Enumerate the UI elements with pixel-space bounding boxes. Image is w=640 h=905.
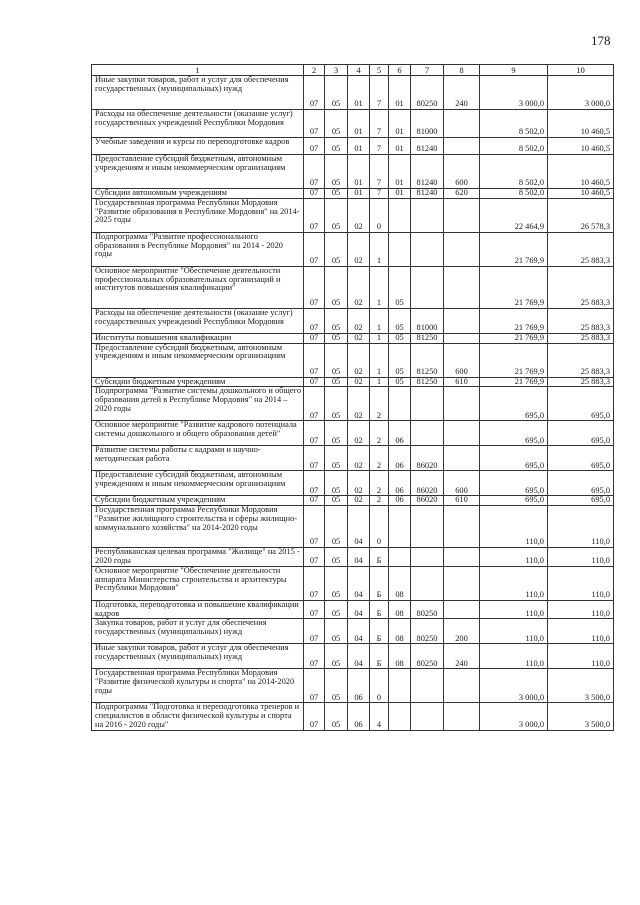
subprogram-cell: 01 bbox=[389, 76, 411, 110]
program-cell: 7 bbox=[370, 110, 389, 138]
amount-2-cell: 10 460,5 bbox=[548, 155, 614, 189]
table-row bbox=[92, 471, 614, 496]
program-cell: Б bbox=[370, 619, 389, 644]
page-number: 178 bbox=[591, 33, 611, 48]
gov-code-cell: 07 bbox=[304, 506, 325, 548]
subsection-cell: 02 bbox=[348, 198, 370, 232]
subprogram-cell: 06 bbox=[389, 421, 411, 446]
expense-code-cell bbox=[411, 548, 444, 567]
subprogram-cell: 05 bbox=[389, 266, 411, 308]
amount-2-cell: 110,0 bbox=[548, 619, 614, 644]
expense-code-cell bbox=[411, 703, 444, 730]
subprogram-cell bbox=[389, 703, 411, 730]
amount-1-cell: 695,0 bbox=[480, 446, 548, 471]
section-cell: 05 bbox=[325, 266, 348, 308]
header-cell-6: 6 bbox=[389, 65, 411, 76]
gov-code-cell: 07 bbox=[304, 138, 325, 155]
type-cell bbox=[444, 138, 480, 155]
amount-2-cell: 25 883,3 bbox=[548, 308, 614, 333]
type-cell: 240 bbox=[444, 76, 480, 110]
subprogram-cell: 05 bbox=[389, 333, 411, 343]
table-row bbox=[92, 76, 614, 110]
amount-1-cell: 21 769,9 bbox=[480, 377, 548, 387]
subprogram-cell: 06 bbox=[389, 471, 411, 496]
amount-1-cell: 695,0 bbox=[480, 387, 548, 421]
expense-code-cell: 86020 bbox=[411, 496, 444, 506]
name-cell: Закупка товаров, работ и услуг для обеспечения государственных (муниципальных) нужд bbox=[92, 619, 304, 644]
subsection-cell: 04 bbox=[348, 548, 370, 567]
section-cell: 05 bbox=[325, 471, 348, 496]
table-body bbox=[92, 65, 614, 731]
amount-1-cell: 8 502,0 bbox=[480, 189, 548, 199]
expense-code-cell bbox=[411, 266, 444, 308]
section-cell: 05 bbox=[325, 387, 348, 421]
section-cell: 05 bbox=[325, 308, 348, 333]
expense-code-cell: 80250 bbox=[411, 619, 444, 644]
expense-code-cell bbox=[411, 387, 444, 421]
subsection-cell: 06 bbox=[348, 703, 370, 730]
program-cell: 2 bbox=[370, 421, 389, 446]
amount-2-cell: 3 500,0 bbox=[548, 703, 614, 730]
name-cell: Основное мероприятие "Развитие кадрового потенциала системы дошкольного и общего образования детей" bbox=[92, 421, 304, 446]
gov-code-cell: 07 bbox=[304, 496, 325, 506]
header-cell-5: 5 bbox=[370, 65, 389, 76]
table-row bbox=[92, 600, 614, 619]
table-row bbox=[92, 446, 614, 471]
amount-1-cell: 22 464,9 bbox=[480, 198, 548, 232]
expense-code-cell: 81000 bbox=[411, 110, 444, 138]
expense-code-cell: 80250 bbox=[411, 600, 444, 619]
header-cell-7: 7 bbox=[411, 65, 444, 76]
table-row bbox=[92, 566, 614, 600]
subprogram-cell: 01 bbox=[389, 189, 411, 199]
header-cell-2: 2 bbox=[304, 65, 325, 76]
name-cell: Предоставление субсидий бюджетным, автономным учреждениям и иным некоммерческим организациям bbox=[92, 471, 304, 496]
subsection-cell: 04 bbox=[348, 619, 370, 644]
program-cell: 1 bbox=[370, 343, 389, 377]
gov-code-cell: 07 bbox=[304, 333, 325, 343]
table-row bbox=[92, 189, 614, 199]
section-cell: 05 bbox=[325, 189, 348, 199]
subsection-cell: 02 bbox=[348, 387, 370, 421]
budget-table bbox=[91, 64, 614, 731]
subsection-cell: 01 bbox=[348, 155, 370, 189]
table-row bbox=[92, 155, 614, 189]
section-cell: 05 bbox=[325, 421, 348, 446]
amount-2-cell: 10 460,5 bbox=[548, 138, 614, 155]
subprogram-cell: 01 bbox=[389, 110, 411, 138]
subprogram-cell bbox=[389, 669, 411, 703]
subprogram-cell: 08 bbox=[389, 566, 411, 600]
program-cell: 7 bbox=[370, 189, 389, 199]
amount-2-cell: 695,0 bbox=[548, 446, 614, 471]
amount-2-cell: 695,0 bbox=[548, 471, 614, 496]
header-cell-9: 9 bbox=[480, 65, 548, 76]
amount-2-cell: 26 578,3 bbox=[548, 198, 614, 232]
table-row bbox=[92, 669, 614, 703]
program-cell: 7 bbox=[370, 138, 389, 155]
subprogram-cell: 06 bbox=[389, 496, 411, 506]
program-cell: 1 bbox=[370, 266, 389, 308]
amount-1-cell: 3 000,0 bbox=[480, 703, 548, 730]
section-cell: 05 bbox=[325, 619, 348, 644]
name-cell: Республиканская целевая программа "Жилище" на 2015 - 2020 годы bbox=[92, 548, 304, 567]
amount-1-cell: 8 502,0 bbox=[480, 110, 548, 138]
section-cell: 05 bbox=[325, 548, 348, 567]
name-cell: Подпрограмма "Развитие профессионального образования в Республике Мордовия" на 2014 - 2020 годы bbox=[92, 232, 304, 266]
type-cell bbox=[444, 548, 480, 567]
subsection-cell: 02 bbox=[348, 333, 370, 343]
amount-2-cell: 695,0 bbox=[548, 387, 614, 421]
program-cell: 1 bbox=[370, 232, 389, 266]
expense-code-cell: 80250 bbox=[411, 76, 444, 110]
gov-code-cell: 07 bbox=[304, 198, 325, 232]
expense-code-cell: 81240 bbox=[411, 189, 444, 199]
expense-code-cell bbox=[411, 198, 444, 232]
section-cell: 05 bbox=[325, 703, 348, 730]
expense-code-cell: 80250 bbox=[411, 644, 444, 669]
amount-1-cell: 21 769,9 bbox=[480, 232, 548, 266]
program-cell: 0 bbox=[370, 198, 389, 232]
section-cell: 05 bbox=[325, 138, 348, 155]
expense-code-cell: 86020 bbox=[411, 471, 444, 496]
amount-2-cell: 695,0 bbox=[548, 496, 614, 506]
table-row bbox=[92, 548, 614, 567]
gov-code-cell: 07 bbox=[304, 76, 325, 110]
amount-2-cell: 110,0 bbox=[548, 644, 614, 669]
subsection-cell: 01 bbox=[348, 138, 370, 155]
amount-1-cell: 110,0 bbox=[480, 619, 548, 644]
name-cell: Основное мероприятие "Обеспечение деятельности профессиональных образовательных организаций и институтов повышения квалификации" bbox=[92, 266, 304, 308]
amount-2-cell: 110,0 bbox=[548, 506, 614, 548]
type-cell bbox=[444, 266, 480, 308]
program-cell: 7 bbox=[370, 76, 389, 110]
section-cell: 05 bbox=[325, 644, 348, 669]
gov-code-cell: 07 bbox=[304, 155, 325, 189]
section-cell: 05 bbox=[325, 377, 348, 387]
subsection-cell: 02 bbox=[348, 232, 370, 266]
subprogram-cell: 01 bbox=[389, 155, 411, 189]
program-cell: Б bbox=[370, 600, 389, 619]
expense-code-cell: 86020 bbox=[411, 446, 444, 471]
name-cell: Субсидии бюджетным учреждениям bbox=[92, 377, 304, 387]
subsection-cell: 02 bbox=[348, 377, 370, 387]
amount-1-cell: 110,0 bbox=[480, 548, 548, 567]
subsection-cell: 01 bbox=[348, 189, 370, 199]
gov-code-cell: 07 bbox=[304, 644, 325, 669]
table-row bbox=[92, 266, 614, 308]
section-cell: 05 bbox=[325, 110, 348, 138]
gov-code-cell: 07 bbox=[304, 471, 325, 496]
amount-1-cell: 695,0 bbox=[480, 496, 548, 506]
table-row bbox=[92, 496, 614, 506]
subsection-cell: 06 bbox=[348, 669, 370, 703]
program-cell: 0 bbox=[370, 669, 389, 703]
amount-2-cell: 110,0 bbox=[548, 566, 614, 600]
subprogram-cell bbox=[389, 506, 411, 548]
subsection-cell: 01 bbox=[348, 110, 370, 138]
header-cell-1: 1 bbox=[92, 65, 304, 76]
gov-code-cell: 07 bbox=[304, 421, 325, 446]
table-row bbox=[92, 110, 614, 138]
name-cell: Расходы на обеспечение деятельности (оказание услуг) государственных учреждений Республики Мордовия bbox=[92, 308, 304, 333]
amount-1-cell: 695,0 bbox=[480, 421, 548, 446]
expense-code-cell: 81240 bbox=[411, 138, 444, 155]
subprogram-cell: 05 bbox=[389, 377, 411, 387]
expense-code-cell: 81240 bbox=[411, 155, 444, 189]
amount-1-cell: 110,0 bbox=[480, 644, 548, 669]
gov-code-cell: 07 bbox=[304, 446, 325, 471]
expense-code-cell: 81250 bbox=[411, 343, 444, 377]
type-cell bbox=[444, 421, 480, 446]
name-cell: Подпрограмма "Подготовка и переподготовка тренеров и специалистов в области физической культуры и спорта на 2016 - 2020 годы" bbox=[92, 703, 304, 730]
subsection-cell: 02 bbox=[348, 421, 370, 446]
amount-1-cell: 21 769,9 bbox=[480, 308, 548, 333]
gov-code-cell: 07 bbox=[304, 232, 325, 266]
table-row bbox=[92, 377, 614, 387]
name-cell: Подпрограмма "Развитие системы дошкольного и общего образования детей в Республике Мордовия" на 2014 – 2020 годы bbox=[92, 387, 304, 421]
type-cell: 620 bbox=[444, 189, 480, 199]
amount-1-cell: 695,0 bbox=[480, 471, 548, 496]
type-cell bbox=[444, 446, 480, 471]
gov-code-cell: 07 bbox=[304, 308, 325, 333]
amount-1-cell: 3 000,0 bbox=[480, 669, 548, 703]
table-row bbox=[92, 421, 614, 446]
section-cell: 05 bbox=[325, 496, 348, 506]
subprogram-cell: 06 bbox=[389, 446, 411, 471]
gov-code-cell: 07 bbox=[304, 548, 325, 567]
section-cell: 05 bbox=[325, 343, 348, 377]
section-cell: 05 bbox=[325, 155, 348, 189]
header-cell-3: 3 bbox=[325, 65, 348, 76]
amount-1-cell: 21 769,9 bbox=[480, 266, 548, 308]
expense-code-cell: 81250 bbox=[411, 377, 444, 387]
type-cell: 600 bbox=[444, 343, 480, 377]
section-cell: 05 bbox=[325, 232, 348, 266]
subsection-cell: 04 bbox=[348, 506, 370, 548]
amount-1-cell: 21 769,9 bbox=[480, 333, 548, 343]
header-cell-4: 4 bbox=[348, 65, 370, 76]
table-row bbox=[92, 644, 614, 669]
subprogram-cell: 05 bbox=[389, 343, 411, 377]
type-cell: 240 bbox=[444, 644, 480, 669]
header-cell-10: 10 bbox=[548, 65, 614, 76]
type-cell: 600 bbox=[444, 155, 480, 189]
gov-code-cell: 07 bbox=[304, 110, 325, 138]
amount-1-cell: 110,0 bbox=[480, 600, 548, 619]
type-cell: 600 bbox=[444, 471, 480, 496]
name-cell: Основное мероприятие "Обеспечение деятельности аппарата Министерства строительства и архитектуры Республики Мордовия" bbox=[92, 566, 304, 600]
subprogram-cell: 08 bbox=[389, 600, 411, 619]
amount-1-cell: 21 769,9 bbox=[480, 343, 548, 377]
gov-code-cell: 07 bbox=[304, 703, 325, 730]
type-cell bbox=[444, 198, 480, 232]
type-cell bbox=[444, 506, 480, 548]
program-cell: 1 bbox=[370, 308, 389, 333]
subsection-cell: 02 bbox=[348, 446, 370, 471]
type-cell bbox=[444, 333, 480, 343]
amount-2-cell: 25 883,3 bbox=[548, 232, 614, 266]
name-cell: Государственная программа Республики Мордовия "Развитие физической культуры и спорта" на 2014-2020 годы bbox=[92, 669, 304, 703]
program-cell: 2 bbox=[370, 446, 389, 471]
type-cell: 610 bbox=[444, 377, 480, 387]
amount-2-cell: 25 883,3 bbox=[548, 333, 614, 343]
section-cell: 05 bbox=[325, 669, 348, 703]
subprogram-cell: 08 bbox=[389, 619, 411, 644]
table-row bbox=[92, 138, 614, 155]
name-cell: Иные закупки товаров, работ и услуг для обеспечения государственных (муниципальных) нужд bbox=[92, 644, 304, 669]
table-row bbox=[92, 703, 614, 730]
name-cell: Подготовка, переподготовка и повышение квалификации кадров bbox=[92, 600, 304, 619]
type-cell bbox=[444, 600, 480, 619]
program-cell: 2 bbox=[370, 471, 389, 496]
section-cell: 05 bbox=[325, 566, 348, 600]
table-row bbox=[92, 308, 614, 333]
expense-code-cell bbox=[411, 421, 444, 446]
amount-2-cell: 25 883,3 bbox=[548, 377, 614, 387]
subprogram-cell: 08 bbox=[389, 644, 411, 669]
gov-code-cell: 07 bbox=[304, 387, 325, 421]
expense-code-cell bbox=[411, 566, 444, 600]
subsection-cell: 02 bbox=[348, 266, 370, 308]
name-cell: Учебные заведения и курсы по переподготовке кадров bbox=[92, 138, 304, 155]
type-cell: 200 bbox=[444, 619, 480, 644]
program-cell: 2 bbox=[370, 496, 389, 506]
table-row bbox=[92, 333, 614, 343]
name-cell: Предоставление субсидий бюджетным, автономным учреждениям и иным некоммерческим организациям bbox=[92, 343, 304, 377]
name-cell: Субсидии автономным учреждениям bbox=[92, 189, 304, 199]
expense-code-cell: 81250 bbox=[411, 333, 444, 343]
gov-code-cell: 07 bbox=[304, 566, 325, 600]
table-row bbox=[92, 343, 614, 377]
name-cell: Развитие системы работы с кадрами и научно-методическая работа bbox=[92, 446, 304, 471]
program-cell: Б bbox=[370, 644, 389, 669]
gov-code-cell: 07 bbox=[304, 266, 325, 308]
type-cell bbox=[444, 387, 480, 421]
expense-code-cell bbox=[411, 232, 444, 266]
expense-code-cell: 81000 bbox=[411, 308, 444, 333]
name-cell: Предоставление субсидий бюджетным, автономным учреждениям и иным некоммерческим организациям bbox=[92, 155, 304, 189]
program-cell: 1 bbox=[370, 377, 389, 387]
amount-2-cell: 3 000,0 bbox=[548, 76, 614, 110]
program-cell: 0 bbox=[370, 506, 389, 548]
section-cell: 05 bbox=[325, 446, 348, 471]
amount-1-cell: 3 000,0 bbox=[480, 76, 548, 110]
subsection-cell: 04 bbox=[348, 566, 370, 600]
type-cell bbox=[444, 669, 480, 703]
amount-2-cell: 695,0 bbox=[548, 421, 614, 446]
header-cell-8: 8 bbox=[444, 65, 480, 76]
type-cell bbox=[444, 110, 480, 138]
name-cell: Государственная программа Республики Мордовия "Развитие жилищного строительства и сферы жилищно-коммунального хозяйства" на 2014-2020 годы bbox=[92, 506, 304, 548]
amount-1-cell: 110,0 bbox=[480, 506, 548, 548]
amount-1-cell: 8 502,0 bbox=[480, 155, 548, 189]
type-cell bbox=[444, 232, 480, 266]
table-row bbox=[92, 198, 614, 232]
program-cell: 7 bbox=[370, 155, 389, 189]
section-cell: 05 bbox=[325, 600, 348, 619]
subsection-cell: 02 bbox=[348, 496, 370, 506]
program-cell: 4 bbox=[370, 703, 389, 730]
amount-2-cell: 25 883,3 bbox=[548, 343, 614, 377]
subsection-cell: 02 bbox=[348, 343, 370, 377]
table-row bbox=[92, 619, 614, 644]
section-cell: 05 bbox=[325, 76, 348, 110]
gov-code-cell: 07 bbox=[304, 619, 325, 644]
program-cell: 2 bbox=[370, 387, 389, 421]
subsection-cell: 02 bbox=[348, 471, 370, 496]
expense-code-cell bbox=[411, 669, 444, 703]
program-cell: Б bbox=[370, 566, 389, 600]
type-cell bbox=[444, 308, 480, 333]
header-row bbox=[92, 65, 614, 76]
amount-2-cell: 10 460,5 bbox=[548, 189, 614, 199]
gov-code-cell: 07 bbox=[304, 600, 325, 619]
expense-code-cell bbox=[411, 506, 444, 548]
subprogram-cell bbox=[389, 387, 411, 421]
name-cell: Институты повышения квалификации bbox=[92, 333, 304, 343]
subprogram-cell bbox=[389, 548, 411, 567]
amount-2-cell: 110,0 bbox=[548, 548, 614, 567]
gov-code-cell: 07 bbox=[304, 669, 325, 703]
name-cell: Государственная программа Республики Мордовия "Развитие образования в Республике Мордовия" на 2014-2025 годы bbox=[92, 198, 304, 232]
section-cell: 05 bbox=[325, 333, 348, 343]
section-cell: 05 bbox=[325, 506, 348, 548]
table-row bbox=[92, 506, 614, 548]
name-cell: Иные закупки товаров, работ и услуг для обеспечения государственных (муниципальных) нужд bbox=[92, 76, 304, 110]
program-cell: Б bbox=[370, 548, 389, 567]
type-cell bbox=[444, 703, 480, 730]
subsection-cell: 04 bbox=[348, 600, 370, 619]
amount-2-cell: 110,0 bbox=[548, 600, 614, 619]
table-row bbox=[92, 232, 614, 266]
amount-1-cell: 110,0 bbox=[480, 566, 548, 600]
amount-1-cell: 8 502,0 bbox=[480, 138, 548, 155]
subsection-cell: 02 bbox=[348, 308, 370, 333]
name-cell: Расходы на обеспечение деятельности (оказание услуг) государственных учреждений Республики Мордовия bbox=[92, 110, 304, 138]
subprogram-cell: 05 bbox=[389, 308, 411, 333]
gov-code-cell: 07 bbox=[304, 189, 325, 199]
subprogram-cell bbox=[389, 232, 411, 266]
type-cell: 610 bbox=[444, 496, 480, 506]
name-cell: Субсидии бюджетным учреждениям bbox=[92, 496, 304, 506]
gov-code-cell: 07 bbox=[304, 377, 325, 387]
section-cell: 05 bbox=[325, 198, 348, 232]
program-cell: 1 bbox=[370, 333, 389, 343]
subsection-cell: 04 bbox=[348, 644, 370, 669]
subsection-cell: 01 bbox=[348, 76, 370, 110]
gov-code-cell: 07 bbox=[304, 343, 325, 377]
amount-2-cell: 3 500,0 bbox=[548, 669, 614, 703]
type-cell bbox=[444, 566, 480, 600]
subprogram-cell bbox=[389, 198, 411, 232]
amount-2-cell: 25 883,3 bbox=[548, 266, 614, 308]
amount-2-cell: 10 460,5 bbox=[548, 110, 614, 138]
subprogram-cell: 01 bbox=[389, 138, 411, 155]
table-row bbox=[92, 387, 614, 421]
